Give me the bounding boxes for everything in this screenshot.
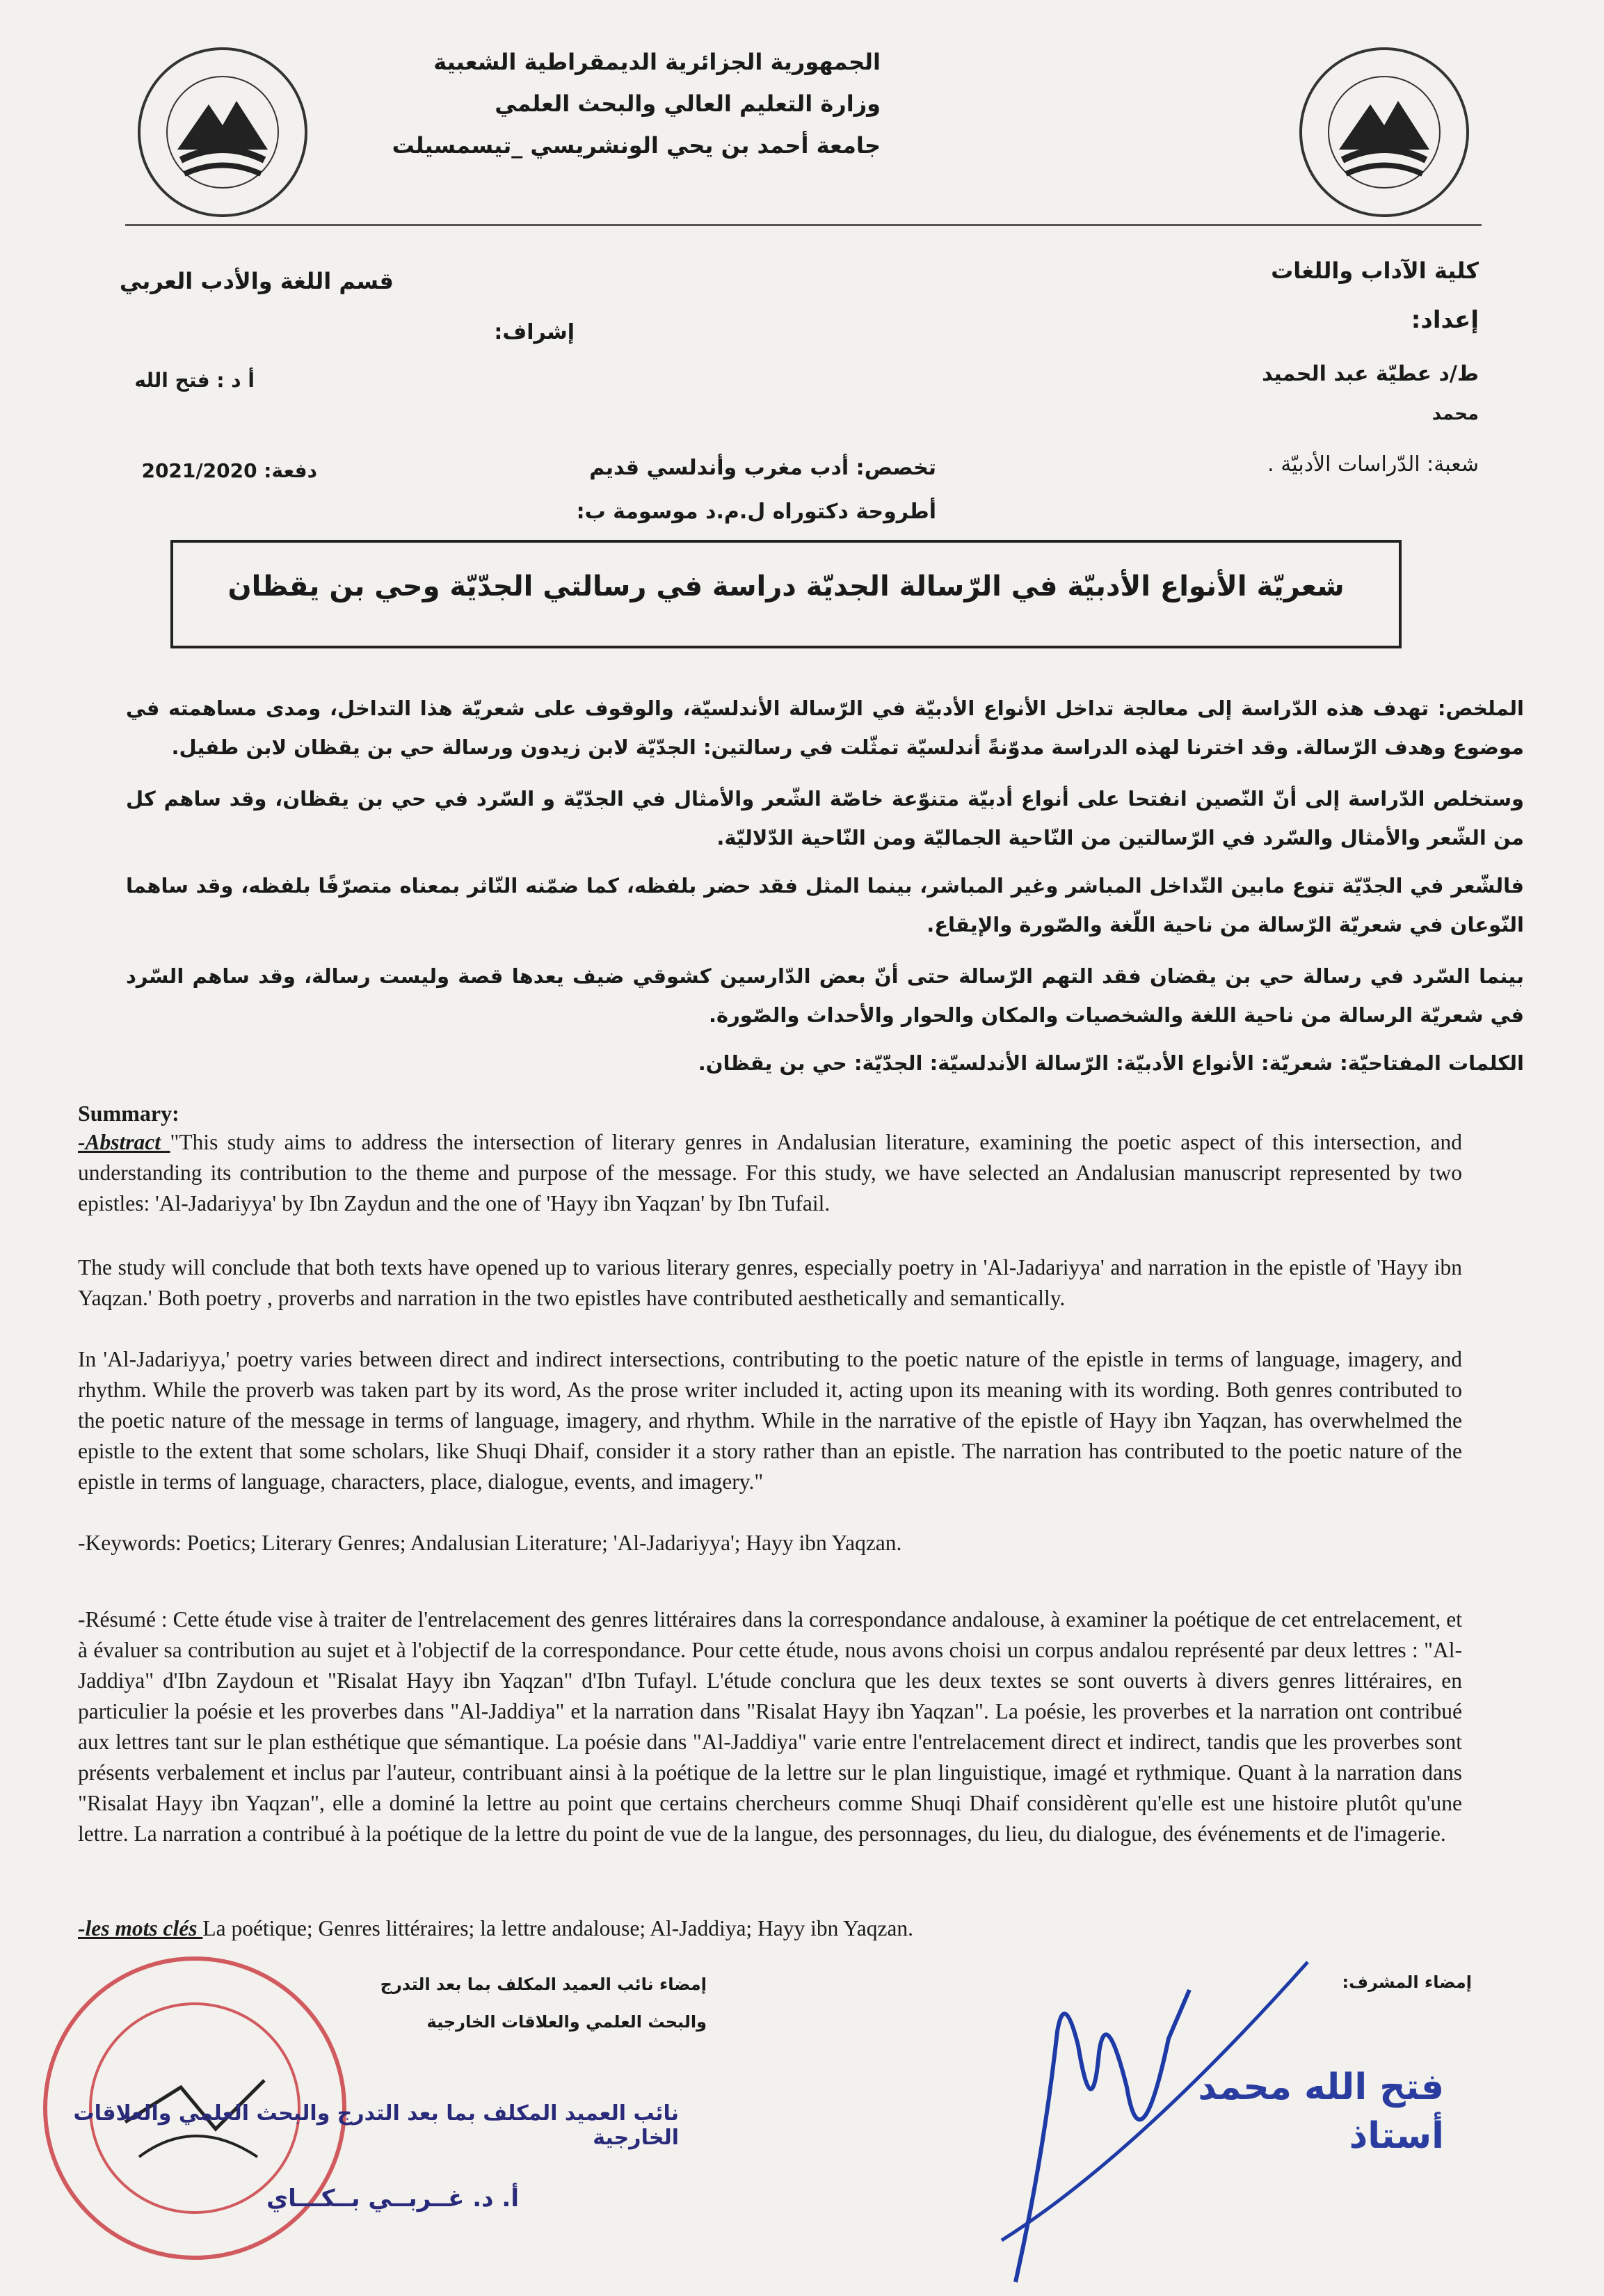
resume-keywords [78, 1913, 1462, 1944]
supervisor-stamp-name: فتح الله محمد [1198, 2066, 1444, 2108]
supervisor-signature-label: إمضاء المشرف: [1342, 1972, 1472, 1992]
supervisor-name-short: أ د : فتح الله [134, 369, 255, 392]
university-logo-left [118, 28, 327, 237]
header-ministry: وزارة التعليم العالي والبحث العلمي [495, 90, 881, 117]
arabic-abstract-p3: فالشّعر في الجدّيّة تنوع مابين التّداخل المباشر وغير المباشر، بينما المثل فقد حضر بلفظه، كما ضمّنه النّاثر بمعناه متصرّفًا بلفظه، وقد ساهما النّوعان في شعريّة الرّسالة من ناحية اللّغة والصّورة والإيقاع. [126, 874, 1524, 936]
vice-dean-stamp-name: أ. د. غــربــي بــكـــاي [266, 2185, 519, 2213]
thesis-title: شعريّة الأنواع الأدبيّة في الرّسالة الجديّة دراسة في رسالتي الجدّيّة وحي بن يقظان [227, 571, 1345, 603]
specialty-label: تخصص: أدب مغرب وأندلسي قديم [589, 456, 936, 480]
summary-p1-text: "This study aims to address the intersection of literary genres in Andalusian literature, examining the poetic aspect of this intersection, and understanding its contribution to the theme and purpose of the message. For this study, we have selected an Andalusian manuscript represented by two epistles: 'Al-Jadariyya' by Ibn Zaydun and the one of 'Hayy ibn Yaqzan' by Ibn Tufail. [78, 1130, 1462, 1215]
branch-label: شعبة: الدّراسات الأدبيّة . [1267, 452, 1479, 477]
summary-heading: Summary: [78, 1101, 179, 1126]
vice-dean-signature-label-1: إمضاء نائب العميد المكلف بما بعد التدرج [380, 1975, 707, 1994]
resume-paragraph: -Résumé : Cette étude vise à traiter de l'entrelacement des genres littéraires dans la correspondance andalouse, à examiner la poétique de cet entrelacement, et à évaluer sa contribution au sujet et à l'objectif de la correspondance. Pour cette étude, nous avons choisi un corpus andalou représenté par deux lettres : "Al-Jaddiya" d'Ibn Zaydoun et "Risalat Hayy ibn Yaqzan" d'Ibn Tufayl. L'étude conclura que les deux textes se sont ouverts à divers genres littéraires, en particulier la poésie et les proverbes dans "Al-Jaddiya" et la narration dans "Risalat Hayy ibn Yaqzan". La poésie, les proverbes et la narration ont contribué aux lettres tant sur le plan esthétique que sémantique. La poésie dans "Al-Jaddiya" varie entre l'entrelacement direct et indirect, tandis que les proverbes sont présents verbalement et inclus par l'auteur, contribuant ainsi à la poétique de la lettre sur le plan linguistique, imagé et rythmique. Quant à la narration dans "Risalat Hayy ibn Yaqzan", elle a dominé la lettre au point que certains chercheurs comme Shuqi Dhaif considèrent qu'elle est une histoire plutôt qu'une lettre. La narration a contribué à la poétique de la lettre du point de vue de la langue, des personnages, du lieu, du dialogue, des événements et de l'imagerie. [78, 1607, 1462, 1846]
summary-paragraph-2: The study will conclude that both texts have opened up to various literary genres, especially poetry in 'Al-Jadariyya' and narration in the epistle of 'Hayy ibn Yaqzan.' Both poetry , proverbs and narration in the two epistles have contributed aesthetically and semantically. [78, 1255, 1462, 1310]
resume-keywords-text: La poétique; Genres littéraires; la lettre andalouse; Al-Jaddiya; Hayy ibn Yaqzan. [202, 1916, 914, 1940]
header-republic: الجمهورية الجزائرية الديمقراطية الشعبية [433, 49, 881, 75]
header-divider [125, 224, 1482, 226]
mots-cles-label: -les mots clés [78, 1916, 203, 1940]
arabic-abstract-p1: الملخص: تهدف هذه الدّراسة إلى معالجة تداخل الأنواع الأدبيّة في الرّسالة الأندلسيّة، والوقوف على شعريّة هذا التداخل، ومدى مساهمته في موضوع وهدف الرّسالة. وقد اخترنا لهذه الدراسة مدوّنةً أندلسيّة تمثّلت في رسالتين: الجدّيّة لابن زيدون ورسالة حي بن يقظان لابن طفيل. [126, 696, 1524, 759]
supervisor-stamp-title: أستاذ [1349, 2115, 1444, 2157]
department-label: قسم اللغة والأدب العربي [119, 268, 394, 294]
vice-dean-stamp-text: نائب العميد المكلف بما بعد التدرج والبحث العلمي والعلاقات الخارجية [73, 2101, 679, 2150]
faculty-label: كلية الآداب واللغات [1271, 257, 1479, 284]
thesis-title-box [170, 540, 1402, 648]
student-name-extra: محمد [1431, 404, 1479, 424]
cohort-label: دفعة: 2021/2020 [141, 459, 317, 482]
vice-dean-signature-label-2: والبحث العلمي والعلاقات الخارجية [426, 2012, 707, 2032]
summary-paragraph-1 [78, 1127, 1462, 1219]
university-logo-right [1280, 28, 1489, 237]
thesis-label: أطروحة دكتوراه ل.م.د موسومة ب: [576, 500, 936, 524]
header-university: جامعة أحمد بن يحي الونشريسي _تيسمسيلت [392, 132, 881, 159]
arabic-abstract-p4: بينما السّرد في رسالة حي بن يقضان فقد التهم الرّسالة حتى أنّ بعض الدّارسين كشوقي ضيف يعدها قصة وليست رسالة، وقد ساهم السّرد في شعريّة الرسالة من ناحية اللغة والشخصيات والمكان والحوار والأحداث والصّورة. [126, 964, 1524, 1027]
abstract-label: -Abstract [78, 1130, 170, 1154]
arabic-keywords: الكلمات المفتاحيّة: شعريّة: الأنواع الأدبيّة: الرّسالة الأندلسيّة: الجدّيّة: حي بن يقظان. [698, 1051, 1524, 1075]
summary-keywords: -Keywords: Poetics; Literary Genres; Andalusian Literature; 'Al-Jadariyya'; Hayy ibn Yaqzan. [78, 1531, 902, 1555]
supervision-label: إشراف: [494, 320, 575, 344]
prepared-by-label: إعداد: [1411, 306, 1479, 334]
student-name: ط/د عطيّة عبد الحميد [1262, 362, 1479, 386]
arabic-abstract-p2: وستخلص الدّراسة إلى أنّ النّصين انفتحا على أنواع أدبيّة متنوّعة خاصّة الشّعر والأمثال في الجدّيّة و السّرد في حي بن يقظان، وقد ساهم كل من الشّعر والأمثال والسّرد في الرّسالتين من النّاحية الجماليّة ومن النّاحية الدّلاليّة. [126, 787, 1524, 850]
supervisor-signature [960, 1948, 1322, 2296]
summary-paragraph-3: In 'Al-Jadariyya,' poetry varies between direct and indirect intersections, contributing to the poetic nature of the epistle in terms of language, imagery, and rhythm. While the proverb was taken part by its word, As the prose writer included it, acting upon its meaning with its wording. Both genres contributed to the poetic nature of the message in terms of language, imagery, and rhythm. While in the narrative of the epistle of Hayy ibn Yaqzan, has overwhelmed the epistle to the extent that some scholars, like Shuqi Dhaif, consider it a story rather than an epistle. The narration has contributed to the poetic nature of the epistle in terms of language, characters, place, dialogue, events, and imagery." [78, 1347, 1462, 1494]
